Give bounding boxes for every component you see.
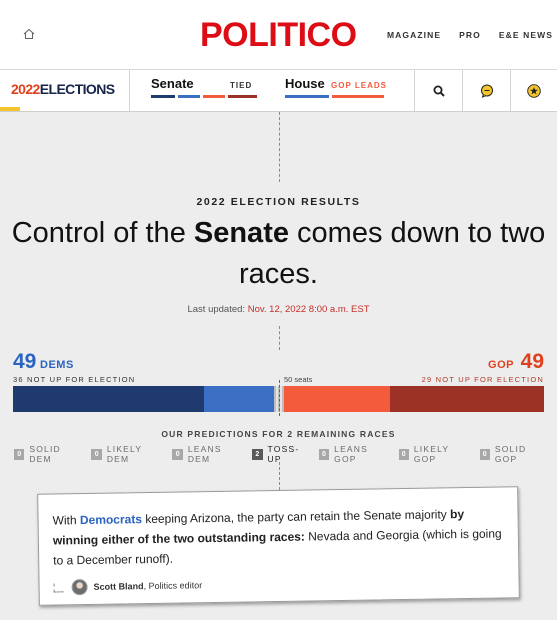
home-icon[interactable] [22, 27, 36, 41]
center-line-mid [279, 326, 280, 350]
site-header [0, 0, 557, 70]
author-role: , Politics editor [143, 580, 203, 592]
senate-label: Senate [151, 76, 194, 91]
dem-label: DEMS [40, 359, 74, 371]
analysis-text-2: keeping Arizona, the party can retain the Senate majority [141, 507, 451, 527]
democrats-link[interactable]: Democrats [79, 512, 143, 528]
likely-gop-label: LIKELY GOP [413, 444, 450, 464]
elections-nav [0, 70, 557, 112]
link-ee-news[interactable]: E&E NEWS [498, 30, 554, 40]
chat-bubble-icon [480, 84, 494, 98]
favorites-button[interactable] [510, 70, 557, 111]
link-pro[interactable]: PRO [459, 30, 481, 40]
politico-logo[interactable]: POLITICO [200, 16, 357, 54]
legend-leans-dem[interactable] [172, 444, 244, 464]
headline-suffix: comes down to two races. [239, 217, 546, 290]
center-line-top [279, 112, 280, 182]
byline-connector [54, 583, 64, 592]
nav-senate[interactable] [151, 70, 261, 111]
star-icon [527, 84, 541, 98]
dem-not-up-bar[interactable] [13, 386, 204, 412]
majority-line [279, 380, 280, 416]
solid-gop-label: SOLID GOP [494, 444, 527, 464]
brand-year: 2022 [11, 81, 40, 97]
legend-leans-gop[interactable] [319, 444, 391, 464]
majority-label: 50 seats [284, 375, 313, 384]
page-headline [0, 213, 557, 295]
author-avatar [71, 579, 87, 595]
search-icon [433, 85, 445, 97]
nav-house[interactable] [285, 70, 395, 111]
headline-bold: Senate [193, 217, 289, 249]
toss-up-count: 2 [252, 449, 262, 460]
last-updated [0, 304, 557, 315]
link-magazine[interactable]: MAGAZINE [387, 30, 442, 40]
updated-time: Nov. 12, 2022 8:00 a.m. EST [247, 304, 370, 315]
analysis-text-bold: by winning either of the two outstanding races: [52, 507, 465, 548]
updated-label: Last updated: [187, 304, 248, 315]
solid-dem-label: SOLID DEM [29, 444, 61, 464]
author-name: Scott Bland [93, 581, 144, 592]
brand-underline [0, 107, 20, 111]
legend-likely-dem[interactable] [91, 444, 164, 464]
likely-gop-count: 0 [399, 449, 409, 460]
brand-word: ELECTIONS [39, 81, 115, 97]
gop-not-up-note: 29 NOT UP FOR ELECTION [421, 375, 544, 384]
legend-likely-gop[interactable] [399, 444, 472, 464]
search-button[interactable] [414, 70, 462, 111]
headline-prefix: Control of the [11, 217, 194, 249]
results-kicker: 2022 ELECTION RESULTS [196, 196, 361, 208]
dem-seat-count: 49 [13, 350, 37, 373]
house-mini-bar [285, 95, 387, 98]
gop-not-up-bar[interactable] [390, 386, 544, 412]
center-line-lower [279, 462, 280, 490]
house-label: House [285, 76, 325, 91]
gop-won-bar[interactable] [284, 386, 390, 412]
gop-seat-count: 49 [520, 350, 544, 373]
legend-solid-dem[interactable] [14, 444, 83, 464]
leans-gop-count: 0 [319, 449, 329, 460]
leans-dem-label: LEANS DEM [187, 444, 222, 464]
senate-status: TIED [230, 81, 253, 90]
analysis-card [37, 486, 520, 606]
leans-dem-count: 0 [172, 449, 182, 460]
likely-dem-count: 0 [91, 449, 101, 460]
elections-brand[interactable] [0, 70, 130, 111]
legend-toss-up[interactable] [252, 444, 311, 464]
senate-mini-bar [151, 95, 260, 98]
gop-label: GOP [488, 359, 514, 371]
leans-gop-label: LEANS GOP [334, 444, 369, 464]
predictions-title: OUR PREDICTIONS FOR 2 REMAINING RACES [161, 429, 396, 439]
top-links [387, 30, 553, 40]
predictions-legend [14, 444, 557, 464]
chat-button[interactable] [462, 70, 510, 111]
house-status: GOP LEADS [331, 81, 387, 90]
dem-won-bar[interactable] [204, 386, 274, 412]
analysis-text [52, 503, 505, 570]
solid-gop-count: 0 [480, 449, 490, 460]
toss-up-label: TOSS-UP [267, 444, 300, 464]
solid-dem-count: 0 [14, 449, 24, 460]
dem-not-up-note: 36 NOT UP FOR ELECTION [13, 375, 136, 384]
legend-solid-gop[interactable] [480, 444, 549, 464]
byline [53, 577, 202, 595]
analysis-text-1: With [52, 513, 81, 528]
likely-dem-label: LIKELY DEM [106, 444, 143, 464]
analysis-text-3: Nevada and Georgia (which is going to a December runoff). [53, 526, 502, 568]
